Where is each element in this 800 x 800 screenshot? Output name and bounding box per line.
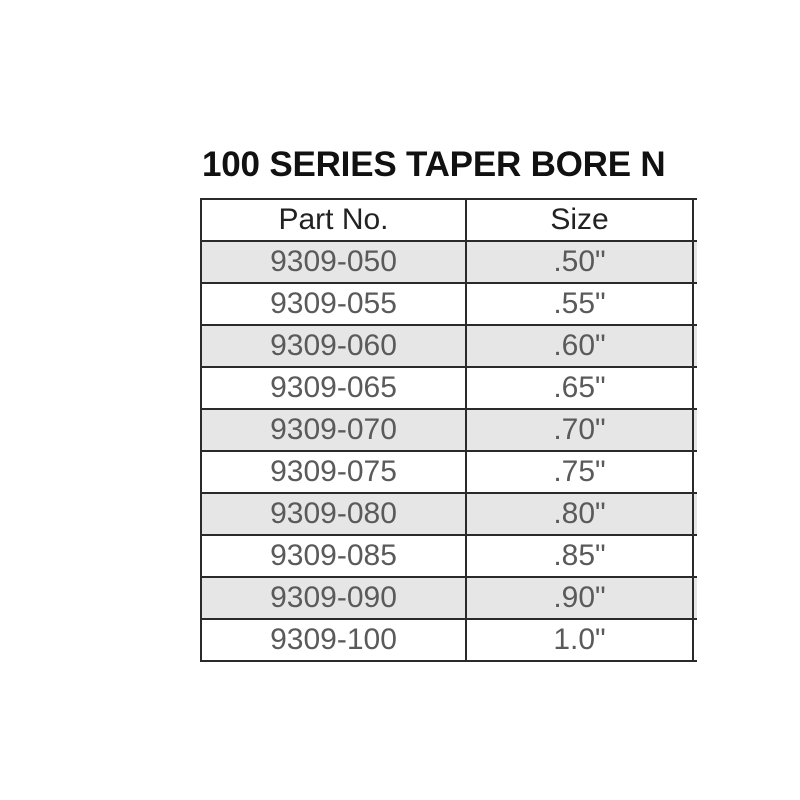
cell-size: .85" <box>466 535 693 577</box>
table-row <box>201 451 697 493</box>
cell-extra <box>693 325 697 367</box>
table-row <box>201 367 697 409</box>
cell-size: .70" <box>466 409 693 451</box>
table-row <box>201 325 697 367</box>
table-row <box>201 409 697 451</box>
cell-size: .60" <box>466 325 693 367</box>
table-row <box>201 577 697 619</box>
cell-part-no: 9309-060 <box>201 325 466 367</box>
table-body <box>201 241 697 661</box>
table-row <box>201 493 697 535</box>
header-extra <box>693 199 697 241</box>
cell-size: 1.0" <box>466 619 693 661</box>
cell-part-no: 9309-050 <box>201 241 466 283</box>
header-row <box>201 199 697 241</box>
cell-extra <box>693 535 697 577</box>
cell-extra <box>693 577 697 619</box>
header-size: Size <box>466 199 693 241</box>
cell-part-no: 9309-080 <box>201 493 466 535</box>
cell-extra <box>693 493 697 535</box>
cell-size: .50" <box>466 241 693 283</box>
cell-size: .80" <box>466 493 693 535</box>
cell-extra <box>693 367 697 409</box>
cell-part-no: 9309-055 <box>201 283 466 325</box>
cell-extra <box>693 451 697 493</box>
cell-extra <box>693 241 697 283</box>
cell-extra <box>693 619 697 661</box>
cell-size: .65" <box>466 367 693 409</box>
cell-extra <box>693 409 697 451</box>
cell-part-no: 9309-075 <box>201 451 466 493</box>
cell-size: .55" <box>466 283 693 325</box>
cell-part-no: 9309-065 <box>201 367 466 409</box>
cell-size: .90" <box>466 577 693 619</box>
parts-table <box>200 198 697 662</box>
parts-table-container <box>200 198 697 668</box>
cell-part-no: 9309-085 <box>201 535 466 577</box>
cell-part-no: 9309-100 <box>201 619 466 661</box>
table-row <box>201 241 697 283</box>
cell-part-no: 9309-070 <box>201 409 466 451</box>
header-part-no: Part No. <box>201 199 466 241</box>
table-row <box>201 283 697 325</box>
table-title: 100 SERIES TAPER BORE N <box>202 145 666 184</box>
cell-part-no: 9309-090 <box>201 577 466 619</box>
table-row <box>201 535 697 577</box>
cell-extra <box>693 283 697 325</box>
table-row <box>201 619 697 661</box>
cell-size: .75" <box>466 451 693 493</box>
